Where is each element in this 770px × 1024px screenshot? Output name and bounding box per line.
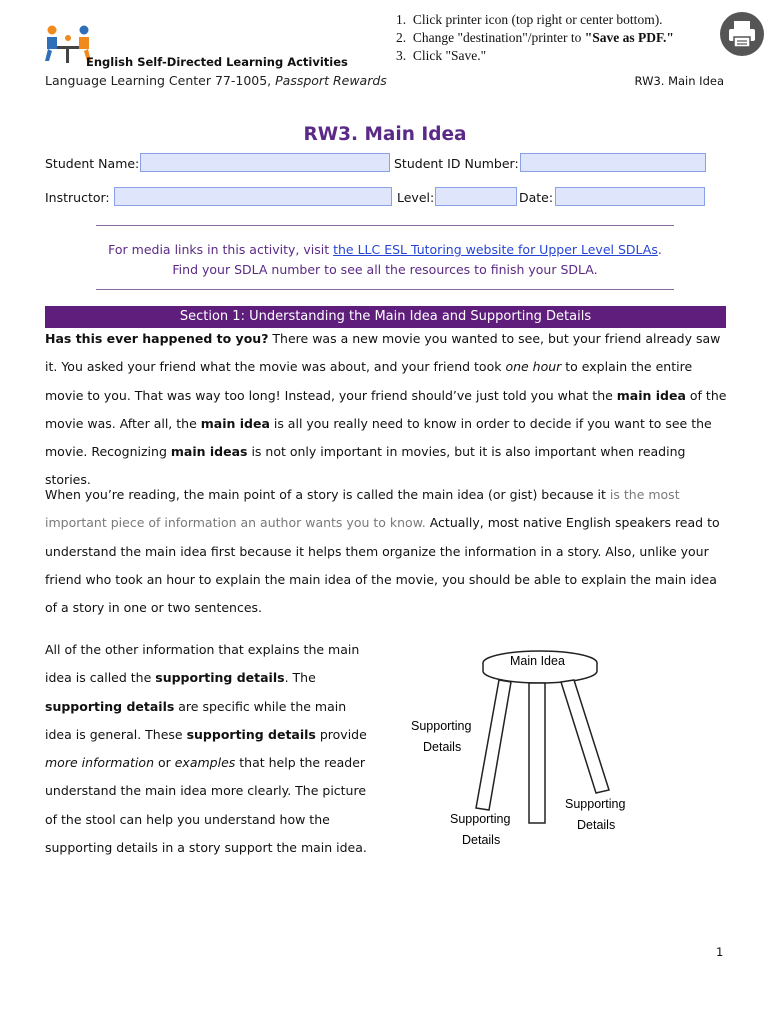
left-leg-label-line1: Supporting: [411, 719, 472, 733]
print-instructions: [396, 11, 674, 65]
paragraph-text: All of the other information that explains the main idea is called the: [45, 642, 360, 686]
instruction-text: Click "Save.": [412, 48, 487, 63]
paragraph-text: or: [154, 755, 175, 771]
key-term: supporting details: [45, 698, 175, 714]
document-code: RW3. Main Idea: [634, 74, 724, 88]
right-leg-label-line1: Supporting: [565, 797, 626, 811]
org-subtitle-text: Language Learning Center 77-1005,: [45, 73, 276, 88]
right-leg-label-line2: Details: [577, 818, 616, 832]
instructor-label: Instructor:: [45, 190, 110, 205]
middle-leg-label-line2: Details: [462, 833, 501, 847]
instruction-number: 1.: [396, 12, 407, 27]
paragraph-text: provide: [315, 726, 367, 742]
paragraph-text: is not only important in movies, but it is also important when reading stories.: [45, 444, 686, 488]
stool-leg-middle: [529, 683, 545, 823]
student-id-field[interactable]: [520, 153, 706, 172]
instruction-number: 2.: [396, 30, 407, 45]
llc-esl-link[interactable]: the LLC ESL Tutoring website for Upper Level SDLAs: [333, 242, 658, 257]
page-title: RW3. Main Idea: [303, 124, 467, 145]
middle-leg-label-line1: Supporting: [450, 812, 511, 826]
instruction-item: [396, 11, 674, 29]
paragraph-text: Actually, most native English speakers read to understand the main idea first because it helps them organize the information in a story. Also, unlike your friend who took an hour to explain the main idea of the movie, you should be able to explain the main idea of a story in one or two sentences.: [45, 515, 720, 616]
grey-text: is the most important piece of information an author wants you to know.: [45, 487, 680, 531]
key-term: main ideas: [170, 444, 248, 460]
lead-question: Has this ever happened to you?: [45, 331, 269, 346]
stool-leg-right: [561, 680, 609, 793]
paragraph-text: is all you really need to know in order to decide if you want to see the movie. Recognizing: [45, 415, 712, 460]
emphasis: more information: [45, 755, 154, 771]
page-number: 1: [716, 945, 724, 959]
student-name-field[interactable]: [140, 153, 390, 172]
paragraph: [45, 481, 729, 622]
key-term: main idea: [200, 415, 270, 431]
divider: [96, 289, 674, 290]
emphasis: examples: [174, 755, 236, 771]
seat-label: Main Idea: [510, 654, 565, 668]
date-field[interactable]: [555, 187, 705, 206]
stool-leg-left: [476, 680, 511, 810]
instructor-field[interactable]: [114, 187, 392, 206]
instruction-text: Click printer icon (top right or center bottom).: [412, 12, 663, 27]
divider: [96, 225, 674, 226]
stool-diagram: [404, 638, 654, 878]
paragraph-text: to explain the entire movie to you. That was way too long! Instead, your friend should’ve just told you what the: [45, 359, 693, 403]
org-subtitle: [45, 73, 387, 88]
level-label: Level:: [397, 190, 435, 205]
instruction-item: [396, 47, 674, 65]
printer-icon: [720, 12, 764, 56]
instruction-emphasis: "Save as PDF.": [584, 30, 674, 45]
left-leg-label-line2: Details: [423, 740, 462, 754]
key-term: supporting details: [186, 726, 316, 742]
org-title: English Self-Directed Learning Activities: [86, 55, 348, 69]
paragraph-text: There was a new movie you wanted to see, but your friend already saw it. You asked your friend what the movie was about, and your friend took: [45, 331, 721, 375]
student-id-label: Student ID Number:: [394, 156, 519, 171]
key-term: main idea: [616, 387, 686, 403]
emphasis: one hour: [505, 359, 562, 375]
instruction-text: Change "destination"/printer to: [412, 30, 585, 45]
paragraph: [45, 325, 729, 495]
org-subtitle-italic: Passport Rewards: [275, 73, 387, 88]
media-note: [96, 240, 674, 280]
paragraph-text: of the movie was. After all, the: [45, 387, 727, 431]
section-heading: Section 1: Understanding the Main Idea and Supporting Details: [45, 306, 726, 328]
media-note-text: For media links in this activity, visit: [108, 242, 334, 257]
paragraph: [45, 636, 375, 862]
media-note-text: . Find your SDLA number to see all the resources to finish your SDLA.: [172, 242, 662, 277]
instruction-number: 3.: [396, 48, 407, 63]
paragraph-text: When you’re reading, the main point of a story is called the main idea (or gist) because it: [45, 487, 610, 502]
key-term: supporting details: [155, 670, 285, 686]
paragraph-text: that help the reader understand the main idea more clearly. The picture of the stool can help you understand how the supporting details in a story support the main idea.: [45, 755, 367, 856]
student-name-label: Student Name:: [45, 156, 140, 171]
printer-button[interactable]: [720, 12, 764, 56]
instruction-item: [396, 29, 674, 47]
paragraph-text: are specific while the main idea is general. These: [45, 698, 347, 742]
paragraph-text: . The: [284, 670, 316, 686]
level-field[interactable]: [435, 187, 517, 206]
date-label: Date:: [519, 190, 554, 205]
